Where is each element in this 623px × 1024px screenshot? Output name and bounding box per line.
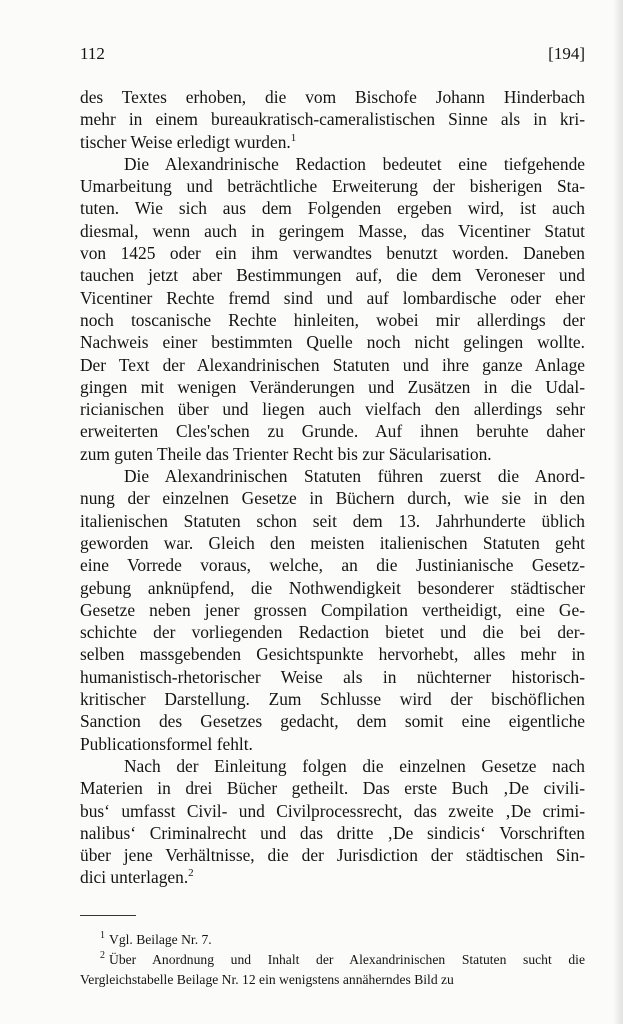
main-text <box>80 86 585 889</box>
footnotes <box>80 930 585 990</box>
text-line: des Textes erhoben, die vom Bischofe Johann Hinderbach <box>80 87 585 107</box>
book-page <box>80 44 585 990</box>
bracket-page-number: [194] <box>548 44 585 63</box>
footnote-separator <box>80 915 136 916</box>
text-line: von 1425 oder ein ihm verwandtes benutzt worden. Daneben <box>80 243 585 264</box>
text-line: tauchen jetzt aber Bestimmungen auf, die dem Veroneser und <box>80 265 585 286</box>
running-header <box>80 44 585 72</box>
text-line <box>80 866 585 888</box>
footnote <box>80 950 585 990</box>
text-line: über jene Verhältnisse, die der Jurisdiction der städtischen Sin- <box>80 845 585 866</box>
footnote-number: 2 <box>100 950 105 962</box>
text-line: kritischer Darstellung. Zum Schlusse wird der bischöflichen <box>80 689 585 710</box>
text-line: ricianischen über und liegen auch vielfach den allerdings sehr <box>80 399 585 420</box>
footnote-line <box>80 970 585 990</box>
text-line: Nach der Einleitung folgen die einzelnen Gesetze nach <box>124 755 585 776</box>
text-line: humanistisch-rhetorischer Weise als in nüchterner historisch- <box>80 666 585 687</box>
footnote-reference[interactable]: 2 <box>188 867 194 880</box>
text-line: Gesetze neben jener grossen Compilation vertheidigt, eine Ge- <box>80 599 585 620</box>
text-line-content: tischer Weise erledigt wurden. <box>80 131 291 152</box>
text-line: eine Vorrede voraus, welche, an die Justinianische Gesetz- <box>80 555 585 576</box>
text-line: geworden war. Gleich den meisten italienischen Statuten geht <box>80 532 585 553</box>
footnote-line <box>80 950 585 970</box>
paragraph <box>80 755 585 889</box>
footnote-text: Vergleichstabelle Beilage Nr. 12 ein wenigstens annäherndes Bild zu <box>80 971 454 987</box>
text-line: Die Alexandrinischen Statuten führen zuerst die Anord- <box>124 466 585 487</box>
text-line: Der Text der Alexandrinischen Statuten und ihre ganze Anlage <box>80 354 585 375</box>
text-line: bus‘ umfasst Civil- und Civilprocessrecht, das zweite ‚De crimi- <box>80 800 585 821</box>
text-line: Sanction des Gesetzes gedacht, dem somit eine eigentliche <box>80 711 585 732</box>
text-line: Publicationsformel fehlt. <box>80 733 253 754</box>
text-line: erweiterten Cles'schen zu Grunde. Auf ihnen beruhte daher <box>80 421 585 442</box>
text-line: Umarbeitung und beträchtliche Erweiterung der bisherigen Sta- <box>80 176 585 197</box>
text-line <box>80 131 585 153</box>
text-line: italienischen Statuten schon seit dem 13. Jahrhunderte üblich <box>80 510 585 531</box>
text-line: Die Alexandrinische Redaction bedeutet eine tiefgehende <box>124 153 585 174</box>
footnote-text: Über Anordnung und Inhalt der Alexandrinischen Statuten sucht die <box>109 951 585 967</box>
footnote-line <box>80 930 585 950</box>
paragraph <box>80 86 585 153</box>
text-line: gingen mit wenigen Veränderungen und Zusätzen in die Udal- <box>80 376 585 397</box>
text-line: Vicentiner Rechte fremd sind und auf lombardische oder eher <box>80 287 585 308</box>
footnote-text: Vgl. Beilage Nr. 7. <box>109 931 212 947</box>
footnote-number: 1 <box>100 930 105 942</box>
paragraph <box>80 153 585 465</box>
text-line: gebung anknüpfend, die Nothwendigkeit besonderer städtischer <box>80 577 585 598</box>
text-line: nalibus‘ Criminalrecht und das dritte ‚De sindicis‘ Vorschriften <box>80 822 585 843</box>
text-line: zum guten Theile das Trienter Recht bis zur Säcularisation. <box>80 443 492 464</box>
text-line: nung der einzelnen Gesetze in Büchern durch, wie sie in den <box>80 488 585 509</box>
text-line: mehr in einem bureaukratisch-cameralistischen Sinne als in kri- <box>80 109 585 130</box>
text-line-content: dici unterlagen. <box>80 867 189 888</box>
text-line: noch toscanische Rechte hinleiten, wobei mir allerdings der <box>80 309 585 330</box>
text-line: diesmal, wenn auch in geringem Masse, das Vicentiner Statut <box>80 220 585 241</box>
footnote <box>80 930 585 950</box>
footnote-reference[interactable]: 1 <box>290 131 297 144</box>
text-line: tuten. Wie sich aus dem Folgenden ergeben wird, ist auch <box>80 198 585 219</box>
scan-shadow <box>613 0 623 1024</box>
text-line: selben massgebenden Gesichtspunkte hervorhebt, alles mehr in <box>80 644 585 665</box>
text-line: Nachweis einer bestimmten Quelle noch nicht gelingen wollte. <box>80 332 585 353</box>
text-line: schichte der vorliegenden Redaction bietet und die bei der- <box>80 622 585 643</box>
paragraph <box>80 465 585 755</box>
page-number: 112 <box>80 44 105 63</box>
text-line: Materien in drei Bücher getheilt. Das erste Buch ‚De civili- <box>80 778 585 799</box>
